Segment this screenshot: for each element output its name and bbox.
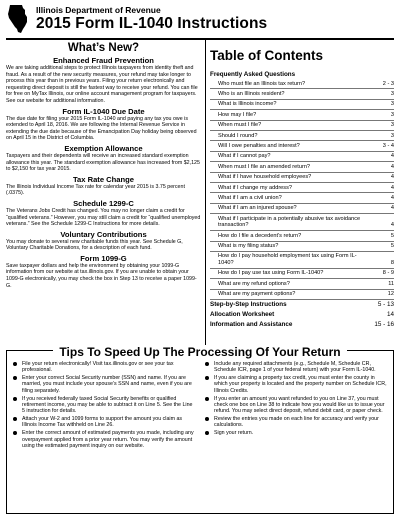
toc-page-number: 4 <box>390 153 394 160</box>
toc-question: What if I cannot pay? <box>218 153 271 160</box>
bullet-icon <box>13 375 22 394</box>
document-title: 2015 Form IL-1040 Instructions <box>36 15 268 32</box>
bullet-icon <box>205 361 214 374</box>
section-heading-due-date: Form IL-1040 Due Date <box>62 106 145 116</box>
tip-text: File your return electronically! Visit tax.illinois.gov or see your tax professional. <box>22 361 174 374</box>
tip-text: If you enter an amount you want refunded to you on Line 37, you must check one box on Line 38 to indicate how you would like us to issue your refund. You may select direct deposit, refund debit card, or paper check. <box>214 395 385 415</box>
tip-text: Review the entries you made on each line for accuracy and verify your calculations. <box>214 416 379 429</box>
toc-question: Will I owe penalties and interest? <box>218 142 300 149</box>
toc-question: How do I file a decedent’s return? <box>218 232 302 239</box>
toc-question: What if I am a civil union? <box>218 194 282 201</box>
bullet-icon <box>205 396 214 415</box>
toc-faq-row <box>210 141 394 151</box>
toc-faq-row <box>210 173 394 183</box>
toc-faq-row <box>210 290 394 300</box>
toc-page-number: 4 <box>390 163 394 170</box>
section-heading-tax-rate: Tax Rate Change <box>72 174 135 184</box>
toc-main-row <box>210 320 394 330</box>
tip-text: If you received federally taxed Social Security benefits or qualified retirement income, you may be able to subtract it on Line 5. See the Line 5 instruction for details. <box>22 395 193 415</box>
toc-faq-row <box>210 214 394 231</box>
toc-faq-row <box>210 131 394 141</box>
section-heading-exemption: Exemption Allowance <box>64 143 143 153</box>
toc-question: What is my filing status? <box>218 243 279 249</box>
tip-text: Include any required attachments (e.g., Schedule M, Schedule CR, Schedule ICR, page 1 of your federal return) with your Form IL-1040. <box>214 361 376 374</box>
whats-new-title: What’s New? <box>67 42 140 54</box>
section-heading-schedule-1299c: Schedule 1299-C <box>73 198 134 208</box>
toc-question: Who is an Illinois resident? <box>218 90 285 97</box>
tips-left-column <box>13 361 195 509</box>
toc-main-label: Allocation Worksheet <box>210 310 275 318</box>
toc-question: How do I pay use tax using Form IL-1040? <box>218 270 324 277</box>
toc-page-number: 4 <box>390 205 394 212</box>
section-heading-fraud: Enhanced Fraud Prevention <box>53 56 154 65</box>
tip-text: Enter your correct Social Security number (SSN) and name. If you are married, you must include your spouse’s SSN and name, even if you are filing separately. <box>22 375 192 394</box>
bullet-icon <box>13 430 22 449</box>
toc-page-number: 3 <box>390 132 394 139</box>
toc-faq-row <box>210 110 394 120</box>
tips-box <box>6 345 394 514</box>
toc-main-label: Step-by-Step Instructions <box>210 300 287 308</box>
toc-page-number: 4 <box>390 184 394 191</box>
toc-faq-row <box>210 204 394 214</box>
toc-main-label: Information and Assistance <box>210 320 293 328</box>
illinois-state-icon <box>6 4 30 34</box>
tip-item <box>13 416 195 429</box>
bullet-icon <box>13 416 22 429</box>
toc-page-number: 8 <box>390 259 394 266</box>
toc-page-number: 12 <box>387 291 394 298</box>
toc-question: Should I round? <box>218 132 258 139</box>
toc-faq-row <box>210 183 394 193</box>
toc-page-number: 3 <box>390 111 394 118</box>
toc-main-row <box>210 310 394 320</box>
tip-item <box>205 375 387 394</box>
toc-page-number: 4 <box>390 222 394 229</box>
toc-faq-row <box>210 100 394 110</box>
toc-page-number: 3 <box>390 90 394 97</box>
whats-new-column <box>6 40 206 346</box>
section-body-1099g: Save taxpayer dollars and help the environment by obtaining your 1099-G information from our website at tax.illinois.gov. If you are unable to obtain your 1099-G electronically, you may check the box in Step 13 to receive a paper 1099-G. <box>6 262 197 289</box>
toc-page-number: 3 - 4 <box>382 142 394 149</box>
toc-page-number: 11 <box>388 280 394 287</box>
toc-question: What if I am an injured spouse? <box>218 205 297 212</box>
toc-faq-row <box>210 193 394 203</box>
tip-item <box>13 361 195 374</box>
toc-question: What is Illinois income? <box>218 101 277 108</box>
toc-main-list <box>210 300 394 330</box>
toc-faq-row <box>210 152 394 162</box>
tip-item <box>13 375 195 394</box>
toc-page-number: 4 <box>390 194 394 201</box>
section-heading-contributions: Voluntary Contributions <box>60 229 147 239</box>
toc-page-number: 5 - 13 <box>377 300 394 308</box>
toc-page-number: 3 <box>390 101 394 108</box>
toc-question: What if I participate in a potentially abusive tax avoidance transaction? <box>218 215 361 229</box>
section-body-fraud: We are taking additional steps to protect Illinois taxpayers from identity theft and fraud. As a result of the new security measures, your refund may take longer to process this year than in previous years. Filing your return electronically and requesting direct deposit is still the fastest way to receive your refund. You can file for free on MyTax Illinois, our online account management program for taxpayers. See our website for additional information. <box>6 65 198 104</box>
tip-text: Attach your W-2 and 1099 forms to support the amount you claim as Illinois Income Tax withheld on Line 26. <box>22 416 183 429</box>
tip-item <box>205 396 387 415</box>
tip-item <box>205 361 387 374</box>
toc-page-number: 15 - 16 <box>374 320 394 328</box>
faq-list <box>210 79 394 300</box>
section-body-exemption: Taxpayers and their dependents will receive an increased standard exemption allowance this year. The standard exemption allowance has increased from $2,125 to $2,150 for tax year 2015. <box>6 152 200 173</box>
toc-faq-row <box>210 279 394 289</box>
bullet-icon <box>205 416 214 429</box>
agency-name: Illinois Department of Revenue <box>36 5 161 15</box>
toc-question: When must I file? <box>218 122 262 129</box>
page-header <box>6 4 394 38</box>
tip-text: If you are claiming a property tax credit, you must enter the county in which your property is located and the property number on Schedule ICR, Illinois Credits. <box>214 375 387 394</box>
toc-page-number: 3 <box>390 122 394 129</box>
section-body-tax-rate: The Illinois Individual Income Tax rate for calendar year 2015 is 3.75 percent (.0375). <box>6 183 185 197</box>
tip-text: Sign your return. <box>214 430 254 437</box>
tip-item <box>13 430 195 449</box>
toc-page-number: 8 - 9 <box>382 270 394 277</box>
tip-item <box>205 430 387 436</box>
tips-right-column <box>205 361 387 509</box>
toc-faq-row <box>210 121 394 131</box>
bullet-icon <box>205 375 214 394</box>
toc-faq-row <box>210 231 394 241</box>
bullet-icon <box>205 430 214 436</box>
toc-faq-row <box>210 79 394 89</box>
faq-heading: Frequently Asked Questions <box>210 71 296 78</box>
toc-page-number: 2 - 3 <box>382 80 394 87</box>
toc-question: Who must file an Illinois tax return? <box>218 80 306 87</box>
section-body-contributions: You may donate to several new charitable funds this year. See Schedule G, Voluntary Charitable Donations, for a description of each fund. <box>6 238 183 252</box>
toc-question: What if I have household employees? <box>218 174 312 181</box>
toc-faq-row <box>210 242 394 252</box>
toc-question: What if I change my address? <box>218 184 292 191</box>
toc-main-row <box>210 300 394 310</box>
toc-title: Table of Contents <box>210 48 323 63</box>
tips-title: Tips To Speed Up The Processing Of Your Return <box>53 345 346 359</box>
toc-question: How may I file? <box>218 111 257 118</box>
toc-question: What are my refund options? <box>218 280 290 287</box>
bullet-icon <box>13 396 22 415</box>
toc-page-number: 5 <box>390 243 394 249</box>
toc-faq-row <box>210 162 394 172</box>
section-body-schedule-1299c: The Veterans Jobs Credit has changed. You may no longer claim a credit for “qualified veterans.” However, you may still claim a credit for “qualified unemployed veterans.” See the Schedule 1299-C Instructions for more details. <box>6 207 201 228</box>
tip-text: Enter the correct amount of estimated payments you made, including any overpayment applied from a prior year return. You may verify the amount using the estimated payment inquiry on our website. <box>22 430 194 449</box>
toc-faq-row <box>210 89 394 99</box>
toc-faq-row <box>210 269 394 279</box>
toc-page-number: 14 <box>386 310 394 318</box>
section-body-due-date: The due date for filing your 2015 Form IL-1040 and paying any tax you owe is extended to April 18, 2016. We are following the Internal Revenue Service in extending the due date because of the Emancipation Day holiday being observed on April 15 in the District of Columbia. <box>6 115 197 142</box>
toc-question: What are my payment options? <box>218 291 296 298</box>
toc-page-number: 4 <box>390 174 394 181</box>
toc-question: How do I pay household employment tax using Form IL-1040? <box>218 253 357 266</box>
toc-page-number: 5 <box>390 232 394 239</box>
toc-faq-row <box>210 252 394 269</box>
bullet-icon <box>13 361 22 374</box>
toc-question: When must I file an amended return? <box>218 163 311 170</box>
tip-item <box>13 396 195 415</box>
table-of-contents <box>210 40 394 346</box>
tip-item <box>205 416 387 429</box>
section-heading-1099g: Form 1099-G <box>80 253 127 263</box>
